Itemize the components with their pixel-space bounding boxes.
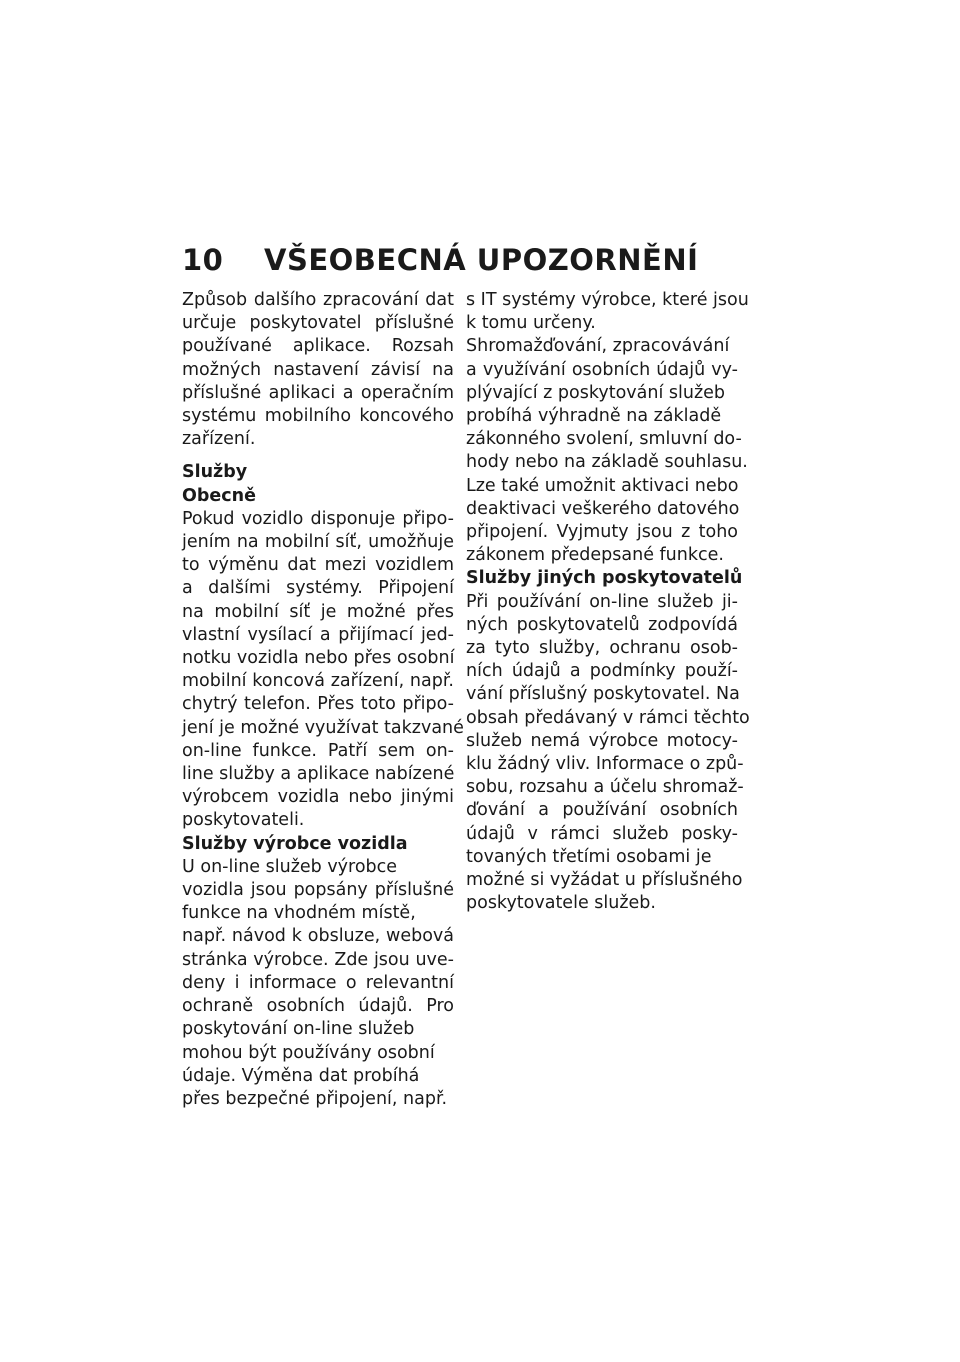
text-line: mobilní koncová zařízení, např. [182,671,454,692]
text-line: mohou být používány osobní [182,1042,435,1063]
text-line: plývající z poskytování služeb [466,382,726,403]
text-line: Způsob dalšího zpracování dat [182,290,454,310]
subsection-title-general: Obecně [182,485,256,506]
text-line: s IT systémy výrobce, které jsou [466,290,749,310]
text-line: sobu, rozsahu a účelu shromaž- [466,777,744,798]
continuation-paragraph [466,289,749,567]
left-column [182,289,464,1111]
text-line: line služby a aplikace nabízené [182,764,455,785]
general-paragraph [182,508,464,833]
chapter-heading [182,240,698,280]
chapter-number: 10 [182,243,224,277]
text-line: vlastní vysílací a přijímací jed- [182,624,454,645]
text-line: Pokud vozidlo disponuje připo- [182,508,454,529]
text-line: příslušné aplikaci a operačním [182,382,454,403]
text-line: jení je možné využívat takzvané [182,717,464,738]
subsection-title-manufacturer-services: Služby výrobce vozidla [182,833,408,854]
text-line: a dalšími systémy. Připojení [182,578,454,599]
text-line: ních údajů a podmínky použí- [466,661,738,682]
text-line: k tomu určeny. [466,313,596,334]
subsection-title-other-providers: Služby jiných poskytovatelů [466,568,743,589]
text-line: výrobcem vozidla nebo jinými [182,787,454,808]
text-line: vání příslušný poskytovatel. Na [466,684,740,705]
text-line: deny i informace o relevantní [182,972,454,993]
text-line: údaje. Výměna dat probíhá [182,1065,420,1086]
text-line: probíhá výhradně na základě [466,406,722,427]
text-line: poskytovateli. [182,810,305,831]
text-line: poskytovatele služeb. [466,893,656,914]
text-line: Shromažďování, zpracovávání [466,336,730,357]
text-line: to výměnu dat mezi vozidlem [182,555,454,576]
text-line: zákonného svolení, smluvní do- [466,429,742,450]
text-line: stránka výrobce. Zde jsou uve- [182,949,454,970]
text-line: možné si vyžádat u příslušného [466,870,743,891]
intro-paragraph [182,289,454,451]
text-line: hody nebo na základě souhlasu. [466,452,748,473]
text-line: služeb nemá výrobce motocy- [466,730,738,751]
chapter-title: VŠEOBECNÁ UPOZORNĚNÍ [264,243,699,277]
text-line: systému mobilního koncového [182,406,454,427]
text-line: na mobilní síť je možné přes [182,601,454,622]
other-providers-paragraph [466,591,750,916]
text-line: vozidla jsou popsány příslušné [182,880,454,901]
text-line: poskytování on-line služeb [182,1019,415,1040]
text-line: zařízení. [182,429,256,450]
section-title-services: Služby [182,462,248,483]
text-line: údajů v rámci služeb posky- [466,823,738,844]
text-line: za tyto služby, ochranu osob- [466,638,738,659]
text-line: tovaných třetími osobami je [466,846,712,867]
manufacturer-paragraph [182,856,454,1111]
text-line: např. návod k obsluze, webová [182,926,454,947]
text-line: Lze také umožnit aktivaci nebo [466,475,739,496]
text-line: možných nastavení závisí na [182,359,454,380]
text-line: používané aplikace. Rozsah [182,336,454,357]
text-line: ochraně osobních údajů. Pro [182,996,454,1017]
text-line: funkce na vhodném místě, [182,903,416,924]
text-line: obsah předávaný v rámci těchto [466,707,750,728]
text-line: přes bezpečné připojení, např. [182,1088,448,1109]
text-line: on-line funkce. Patří sem on- [182,740,454,761]
text-line: deaktivaci veškerého datového [466,498,740,519]
text-line: ďování a používání osobních [466,800,738,821]
text-line: U on-line služeb výrobce [182,856,398,877]
text-line: Při používání on-line služeb ji- [466,591,738,612]
text-line: chytrý telefon. Přes toto připo- [182,694,454,715]
text-line: jením na mobilní síť, umožňuje [182,532,454,553]
text-line: notku vozidla nebo přes osobní [182,648,455,669]
text-line: klu žádný vliv. Informace o způ- [466,754,744,775]
text-line: a využívání osobních údajů vy- [466,359,738,380]
text-line: připojení. Vyjmuty jsou z toho [466,522,738,543]
text-line: zákonem předepsané funkce. [466,545,724,566]
text-line: určuje poskytovatel příslušné [182,313,454,334]
text-line: ných poskytovatelů zodpovídá [466,614,738,635]
right-column [466,289,750,915]
